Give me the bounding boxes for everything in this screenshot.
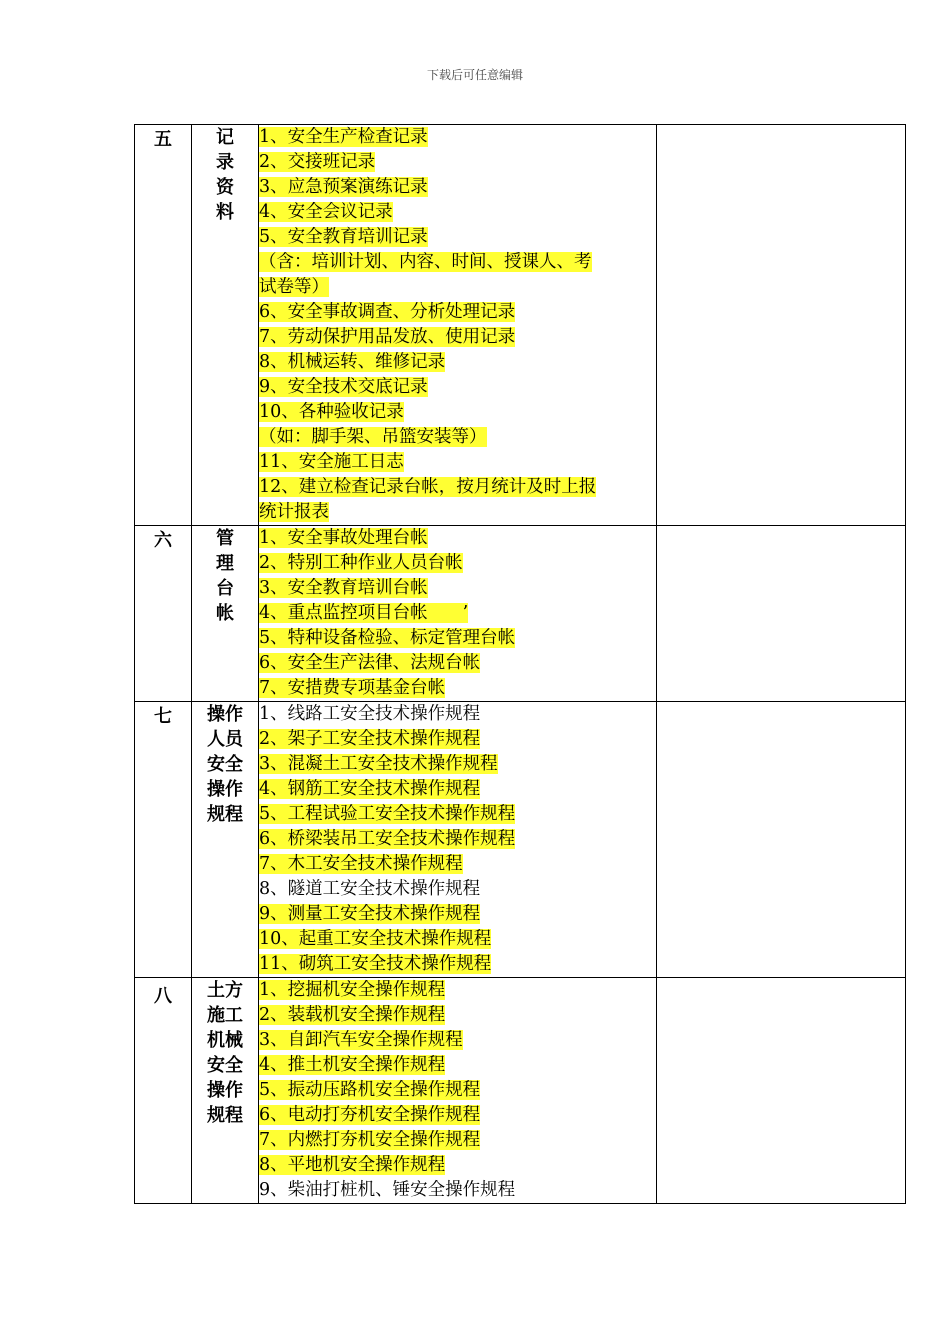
list-item-text: 4、钢筋工安全技术操作规程 <box>259 779 481 799</box>
section-items <box>259 526 657 702</box>
section-items <box>259 978 657 1204</box>
remarks-cell <box>657 702 906 978</box>
list-item <box>259 902 656 927</box>
section-number: 八 <box>135 978 192 1204</box>
list-item <box>259 275 656 300</box>
list-item <box>259 1178 656 1203</box>
list-item <box>259 1078 656 1103</box>
list-item-text: 统计报表 <box>259 502 329 522</box>
category-line: 机械 <box>207 1030 243 1051</box>
section-number: 六 <box>135 526 192 702</box>
category-line: 资 <box>216 177 234 198</box>
category-line: 记 <box>216 127 234 148</box>
list-item-text: （如：脚手架、吊篮安装等） <box>259 427 487 447</box>
category-line: 录 <box>216 152 234 173</box>
list-item <box>259 752 656 777</box>
list-item <box>259 978 656 1003</box>
list-item-text: 6、安全生产法律、法规台帐 <box>259 653 481 673</box>
list-item <box>259 325 656 350</box>
list-item <box>259 802 656 827</box>
list-item-text: （含：培训计划、内容、时间、授课人、考 <box>259 252 592 272</box>
list-item-text: 3、安全教育培训台帐 <box>259 578 428 598</box>
category-line: 施工 <box>207 1005 243 1026</box>
section-items <box>259 702 657 978</box>
section-number: 五 <box>135 125 192 526</box>
list-item-text: 6、安全事故调查、分析处理记录 <box>259 302 516 322</box>
list-item <box>259 702 656 727</box>
list-item-text: 3、混凝土工安全技术操作规程 <box>259 754 498 774</box>
remarks-cell <box>657 978 906 1204</box>
list-item <box>259 450 656 475</box>
table-row <box>135 978 906 1204</box>
list-item-text: 4、重点监控项目台帐 ’ <box>259 603 469 623</box>
list-item-text: 7、内燃打夯机安全操作规程 <box>259 1130 481 1150</box>
category-line: 安全 <box>207 754 243 775</box>
list-item-text: 6、电动打夯机安全操作规程 <box>259 1105 481 1125</box>
list-item <box>259 425 656 450</box>
list-item <box>259 300 656 325</box>
section-category <box>192 125 259 526</box>
list-item <box>259 150 656 175</box>
list-item-text: 7、木工安全技术操作规程 <box>259 854 463 874</box>
remarks-cell <box>657 526 906 702</box>
category-line: 规程 <box>207 1105 243 1126</box>
page-header: 下载后可任意编辑 <box>426 68 523 82</box>
list-item <box>259 500 656 525</box>
table-row <box>135 526 906 702</box>
list-item <box>259 1003 656 1028</box>
list-item <box>259 250 656 275</box>
list-item-text: 3、应急预案演练记录 <box>259 177 428 197</box>
list-item-text: 12、建立检查记录台帐，按月统计及时上报 <box>259 477 597 497</box>
section-category <box>192 702 259 978</box>
list-item-text: 8、机械运转、维修记录 <box>259 352 446 372</box>
list-item-text: 4、安全会议记录 <box>259 202 393 222</box>
category-line: 规程 <box>207 804 243 825</box>
table-row <box>135 125 906 526</box>
category-line: 台 <box>216 578 234 599</box>
list-item-text: 5、工程试验工安全技术操作规程 <box>259 804 516 824</box>
list-item-text: 2、装载机安全操作规程 <box>259 1005 446 1025</box>
list-item <box>259 175 656 200</box>
category-line: 操作 <box>207 779 243 800</box>
list-item-text: 2、交接班记录 <box>259 152 376 172</box>
category-line: 操作 <box>207 1080 243 1101</box>
category-line: 理 <box>216 553 234 574</box>
list-item <box>259 225 656 250</box>
category-line: 人员 <box>207 729 243 750</box>
list-item <box>259 1053 656 1078</box>
list-item-text: 9、柴油打桩机、锤安全操作规程 <box>259 1180 516 1200</box>
list-item <box>259 952 656 977</box>
category-line: 土方 <box>207 980 243 1001</box>
list-item-text: 1、安全生产检查记录 <box>259 127 428 147</box>
list-item <box>259 601 656 626</box>
section-number: 七 <box>135 702 192 978</box>
list-item <box>259 1103 656 1128</box>
list-item <box>259 350 656 375</box>
list-item <box>259 576 656 601</box>
list-item <box>259 400 656 425</box>
list-item <box>259 1028 656 1053</box>
list-item-text: 10、起重工安全技术操作规程 <box>259 929 492 949</box>
category-line: 管 <box>216 528 234 549</box>
list-item-text: 4、推土机安全操作规程 <box>259 1055 446 1075</box>
list-item <box>259 852 656 877</box>
category-line: 帐 <box>216 603 234 624</box>
list-item <box>259 1128 656 1153</box>
list-item <box>259 626 656 651</box>
remarks-cell <box>657 125 906 526</box>
list-item <box>259 676 656 701</box>
list-item-text: 3、自卸汽车安全操作规程 <box>259 1030 463 1050</box>
list-item-text: 7、安措费专项基金台帐 <box>259 678 446 698</box>
list-item-text: 9、测量工安全技术操作规程 <box>259 904 481 924</box>
list-item-text: 8、平地机安全操作规程 <box>259 1155 446 1175</box>
list-item <box>259 927 656 952</box>
list-item-text: 试卷等） <box>259 277 329 297</box>
list-item <box>259 375 656 400</box>
list-item-text: 8、隧道工安全技术操作规程 <box>259 879 481 899</box>
list-item <box>259 200 656 225</box>
list-item-text: 10、各种验收记录 <box>259 402 404 422</box>
section-items <box>259 125 657 526</box>
list-item <box>259 727 656 752</box>
list-item-text: 5、安全教育培训记录 <box>259 227 428 247</box>
list-item-text: 6、桥梁装吊工安全技术操作规程 <box>259 829 516 849</box>
list-item-text: 1、线路工安全技术操作规程 <box>259 704 481 724</box>
list-item-text: 2、架子工安全技术操作规程 <box>259 729 481 749</box>
list-item-text: 5、特种设备检验、标定管理台帐 <box>259 628 516 648</box>
list-item <box>259 877 656 902</box>
list-item-text: 1、安全事故处理台帐 <box>259 528 428 548</box>
category-line: 安全 <box>207 1055 243 1076</box>
list-item-text: 7、劳动保护用品发放、使用记录 <box>259 327 516 347</box>
safety-records-table <box>134 124 906 1204</box>
list-item <box>259 777 656 802</box>
list-item <box>259 551 656 576</box>
list-item-text: 1、挖掘机安全操作规程 <box>259 980 446 1000</box>
list-item <box>259 475 656 500</box>
list-item <box>259 827 656 852</box>
list-item <box>259 125 656 150</box>
list-item-text: 11、安全施工日志 <box>259 452 404 472</box>
list-item <box>259 651 656 676</box>
list-item <box>259 526 656 551</box>
list-item-text: 2、特别工种作业人员台帐 <box>259 553 463 573</box>
list-item-text: 11、砌筑工安全技术操作规程 <box>259 954 492 974</box>
table-row <box>135 702 906 978</box>
list-item <box>259 1153 656 1178</box>
list-item-text: 9、安全技术交底记录 <box>259 377 428 397</box>
category-line: 料 <box>216 202 234 223</box>
category-line: 操作 <box>207 704 243 725</box>
section-category <box>192 978 259 1204</box>
list-item-text: 5、振动压路机安全操作规程 <box>259 1080 481 1100</box>
section-category <box>192 526 259 702</box>
